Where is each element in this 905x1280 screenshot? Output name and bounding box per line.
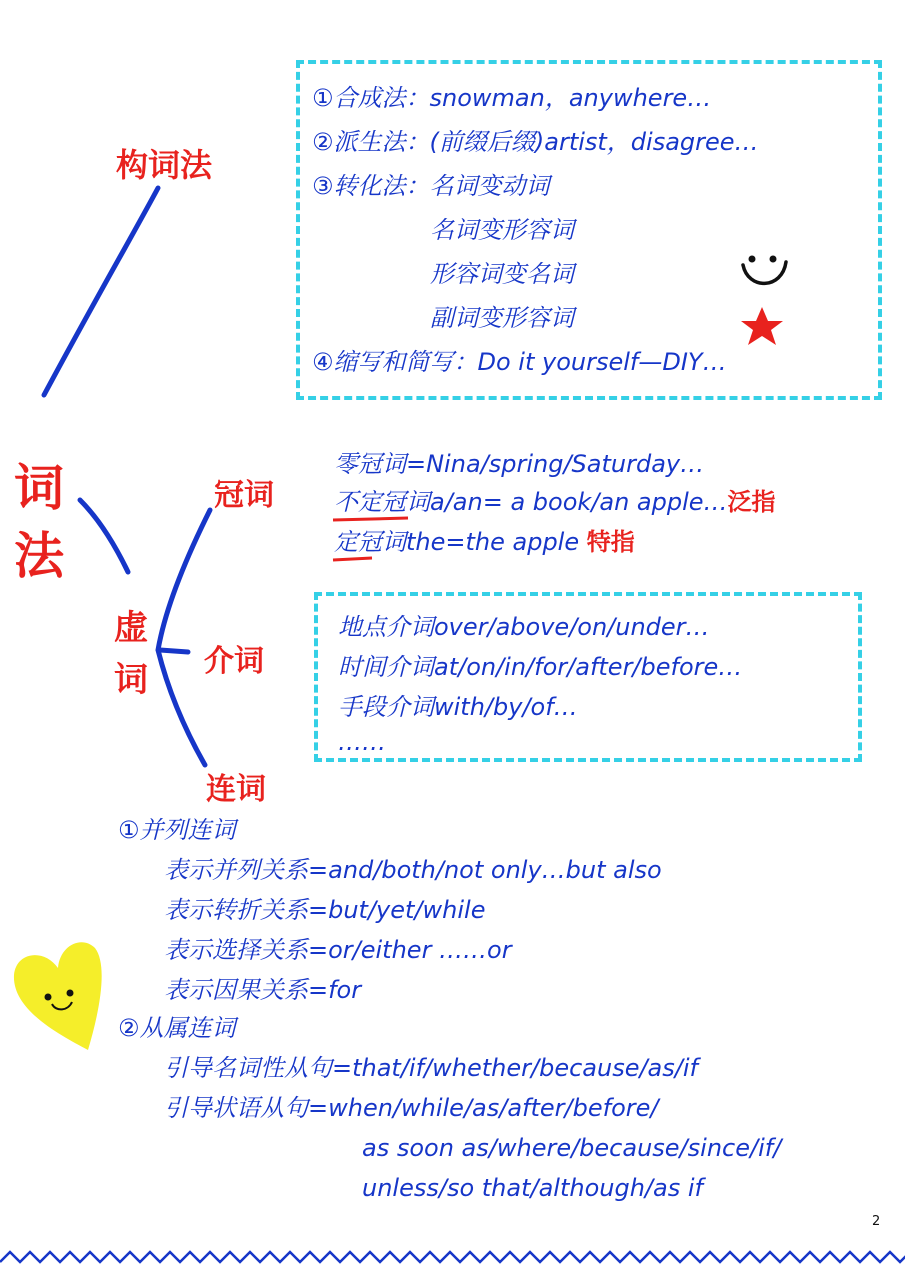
branch-word-formation: 构词法 (116, 146, 213, 184)
word-formation-line: 副词变形容词 (430, 304, 574, 332)
subordinating-line: 引导状语从句=when/while/as/after/before/ (164, 1094, 659, 1122)
preposition-line: 地点介词over/above/on/under… (338, 613, 710, 641)
subordinating-line: 引导名词性从句=that/if/whether/because/as/if (164, 1054, 698, 1082)
main-title-char-1: 词 (14, 459, 64, 517)
article-definite-text: 定冠词the=the apple (334, 528, 580, 556)
branch-conjunction: 连词 (206, 772, 266, 807)
coordinating-line: 表示因果关系=for (164, 976, 362, 1004)
coordinating-line: 表示转折关系=but/yet/while (164, 896, 486, 924)
coordinating-line: 表示并列关系=and/both/not only…but also (164, 856, 662, 884)
connector-line (160, 650, 188, 652)
article-indefinite-note: 泛指 (727, 488, 776, 516)
preposition-line: 手段介词with/by/of… (338, 693, 578, 721)
branch-preposition: 介词 (204, 644, 264, 679)
branch-article: 冠词 (214, 478, 274, 513)
subordinating-line: as soon as/where/because/since/if/ (362, 1134, 782, 1162)
word-formation-line: 形容词变名词 (430, 260, 574, 288)
underline-mark (333, 518, 408, 520)
yellow-heart-icon (14, 942, 102, 1050)
preposition-line: …… (338, 728, 386, 756)
article-indefinite-text: 不定冠词a/an= a book/an apple… (334, 488, 728, 516)
article-definite-note: 特指 (586, 528, 635, 556)
branch-function-words-char-1: 虚 (114, 608, 148, 648)
main-title-char-2: 法 (14, 527, 64, 585)
preposition-line: 时间介词at/on/in/for/after/before… (338, 653, 743, 681)
underline-mark (333, 558, 372, 560)
article-indefinite (334, 490, 776, 514)
article-definite (334, 530, 635, 554)
subordinating-line: unless/so that/although/as if (362, 1174, 703, 1202)
page-number: 2 (872, 1214, 881, 1229)
article-zero: 零冠词=Nina/spring/Saturday… (334, 450, 705, 478)
coordinating-line: 表示选择关系=or/either ……or (164, 936, 512, 964)
word-formation-line: ④缩写和简写：Do it yourself—DIY… (312, 348, 727, 376)
word-formation-line: ①合成法：snowman，anywhere… (312, 84, 712, 112)
word-formation-line: ②派生法：(前缀后缀)artist，disagree… (312, 128, 759, 156)
coordinating-title: ①并列连词 (118, 816, 236, 844)
connector-line (44, 188, 158, 395)
wavy-border (0, 1252, 905, 1262)
connector-line (158, 510, 210, 765)
connector-line (80, 500, 128, 572)
word-formation-line: ③转化法：名词变动词 (312, 172, 550, 200)
subordinating-title: ②从属连词 (118, 1014, 236, 1042)
branch-function-words-char-2: 词 (114, 660, 148, 700)
word-formation-line: 名词变形容词 (430, 216, 574, 244)
